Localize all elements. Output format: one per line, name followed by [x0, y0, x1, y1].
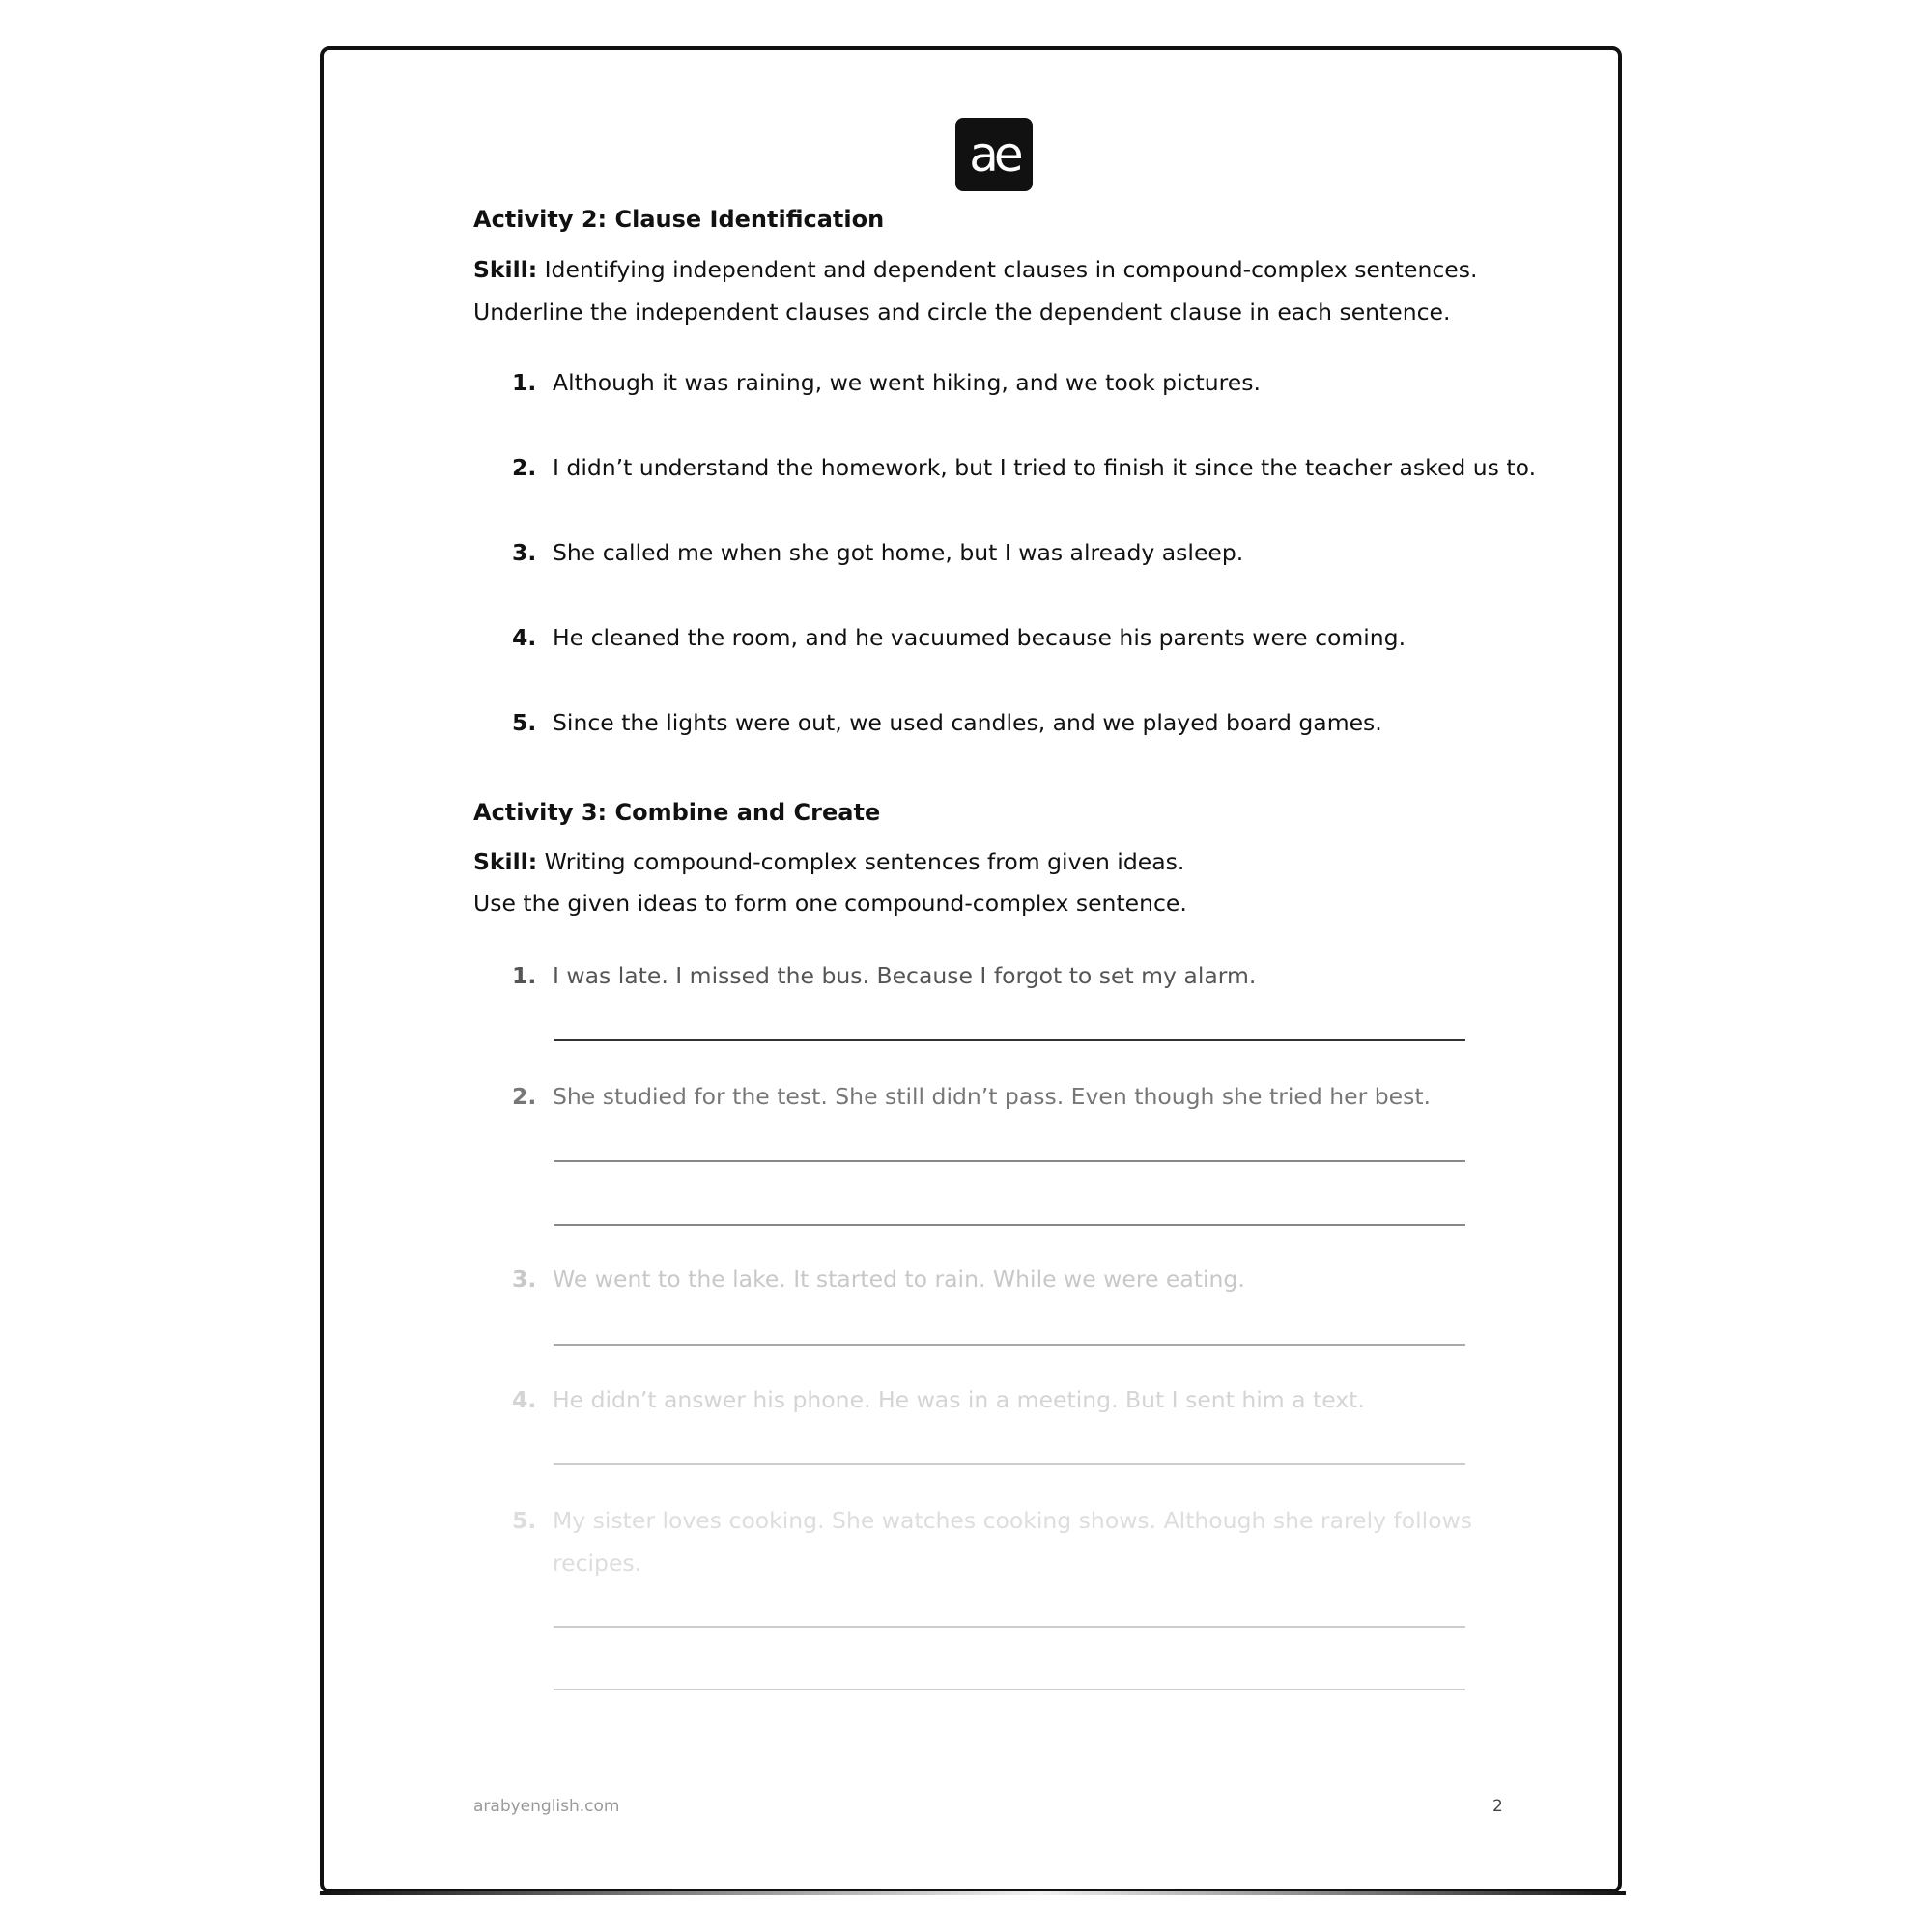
item-text: My sister loves cooking. She watches cooking shows. Although she rarely follows recipes.: [553, 1507, 1473, 1577]
item-number: 1.: [512, 369, 537, 396]
item-text: I was late. I missed the bus. Because I forgot to set my alarm.: [553, 962, 1257, 989]
item-text: He didn’t answer his phone. He was in a meeting. But I sent him a text.: [553, 1386, 1365, 1413]
item-text: I didn’t understand the homework, but I tried to finish it since the teacher asked us to.: [553, 454, 1537, 481]
activity2-skill-label: Skill:: [473, 256, 538, 283]
item-number: 3.: [512, 1265, 537, 1293]
item-number: 2.: [512, 1083, 537, 1110]
answer-line[interactable]: [554, 1224, 1465, 1226]
activity3-skill: [473, 847, 1184, 876]
footer-site: arabyenglish.com: [473, 1797, 620, 1816]
item-number: 3.: [512, 539, 537, 566]
item-text: She studied for the test. She still didn’t pass. Even though she tried her best.: [553, 1083, 1432, 1110]
activity2-item-3: [512, 531, 1243, 574]
activity3-skill-label: Skill:: [473, 848, 538, 875]
activity2-skill: [473, 255, 1477, 284]
item-number: 5.: [512, 709, 537, 736]
answer-line[interactable]: [554, 1626, 1465, 1628]
activity3-item-2: [512, 1075, 1431, 1118]
activity2-instruction: Underline the independent clauses and circle the dependent clause in each sentence.: [473, 298, 1451, 326]
activity3-instruction: Use the given ideas to form one compound-complex sentence.: [473, 890, 1187, 917]
activity2-item-4: [512, 616, 1406, 659]
item-text: Although it was raining, we went hiking, and we took pictures.: [553, 369, 1261, 396]
answer-line[interactable]: [554, 1160, 1465, 1162]
activity3-item-1: [512, 954, 1256, 997]
activity3-skill-text: Writing compound-complex sentences from given ideas.: [537, 848, 1185, 875]
activity2-item-2: [512, 446, 1536, 489]
answer-line[interactable]: [554, 1039, 1465, 1041]
answer-line[interactable]: [554, 1689, 1465, 1690]
answer-line[interactable]: [554, 1344, 1465, 1346]
activity3-item-4: [512, 1378, 1365, 1421]
item-number: 2.: [512, 454, 537, 481]
activity2-title: Activity 2: Clause Identification: [473, 206, 885, 233]
page-shadow: [320, 1891, 1626, 1895]
activity2-item-5: [512, 701, 1382, 744]
activity2-item-1: [512, 361, 1261, 404]
item-number: 1.: [512, 962, 537, 989]
item-text: She called me when she got home, but I was already asleep.: [553, 539, 1244, 566]
page-number: 2: [1492, 1797, 1503, 1816]
item-text: Since the lights were out, we used candles, and we played board games.: [553, 709, 1382, 736]
item-number: 5.: [512, 1507, 537, 1534]
item-number: 4.: [512, 624, 537, 651]
activity2-skill-text: Identifying independent and dependent clauses in compound-complex sentences.: [537, 256, 1478, 283]
activity3-title: Activity 3: Combine and Create: [473, 799, 881, 826]
item-text: We went to the lake. It started to rain. While we were eating.: [553, 1265, 1245, 1293]
ae-logo: ae: [955, 118, 1033, 191]
activity3-item-5: [512, 1499, 1473, 1584]
item-text: He cleaned the room, and he vacuumed because his parents were coming.: [553, 624, 1406, 651]
answer-line[interactable]: [554, 1463, 1465, 1465]
item-number: 4.: [512, 1386, 537, 1413]
activity3-item-3: [512, 1258, 1245, 1300]
